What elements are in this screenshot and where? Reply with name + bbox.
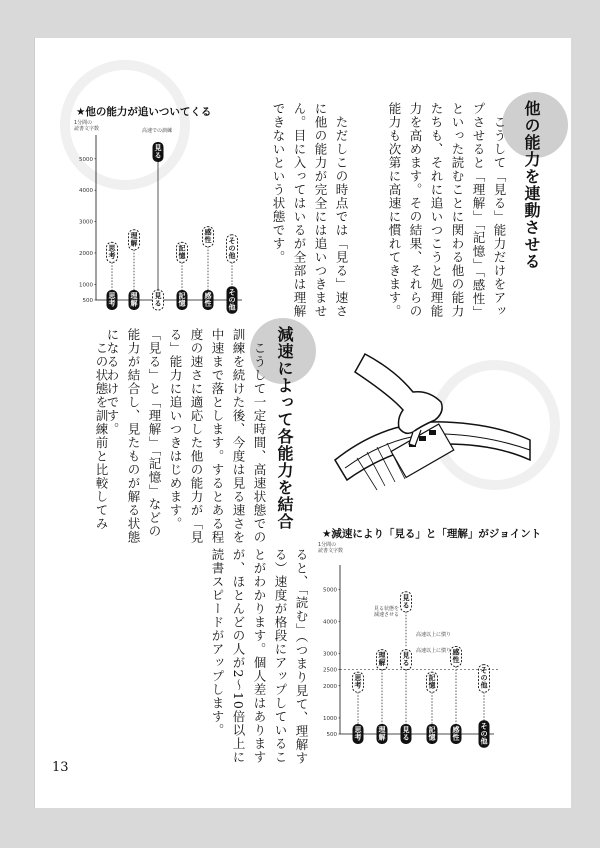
chart-base-pill-label-char: 考 [354, 733, 362, 742]
chart-top-pill-label-char: 思 [108, 244, 116, 253]
chart-base-pill-label [108, 291, 117, 308]
chart-top-pill-label [131, 232, 139, 248]
chart-top-pill-label-char: 性 [204, 236, 212, 245]
chart-base-pill-label-char: 理 [378, 726, 386, 734]
chart2-annotation: 高速以上に慣り [416, 648, 452, 654]
section1-paragraph: ただしこの時点では「見る」速さに他の能力が完全には追いつきません。目に入ってはいるが全部は理解できないという状態です。 [271, 102, 349, 318]
chart-base-pill-label-char: 記 [428, 726, 436, 734]
chart-base-pill-label-char: 考 [108, 299, 116, 308]
chart-tick-label: 1000 [79, 282, 93, 289]
chart-top-pill-label-char: 性 [452, 655, 460, 664]
chart-top-pill-label-char: 理 [130, 231, 138, 240]
chart-base-pill-label-char: 感 [204, 292, 212, 300]
chart-top-pill-label [229, 236, 236, 260]
chart-top-pill-label [379, 652, 387, 668]
chart-top-pill-label-char: 解 [378, 659, 386, 668]
chart1-title: ★他の能力が追いついてくる [76, 106, 212, 118]
chart-tick-label: 5000 [323, 587, 337, 594]
chart-top-pill-label-char: 記 [178, 244, 186, 253]
chart-top-pill-label-char: 見 [154, 143, 162, 152]
chart-tick-label: 5000 [79, 156, 93, 163]
chart-base-pill-label-char: 他 [228, 303, 236, 312]
chart-tick-label: 4000 [79, 188, 93, 195]
chart-top-pill-label-char: そ [480, 666, 488, 675]
chart2-high-pill-label-char: る [402, 601, 410, 610]
chart-tick-label: 500 [326, 732, 337, 738]
chart-top-pill-label-char: 解 [130, 239, 138, 248]
chart-top-pill-label-char: 記 [428, 674, 436, 683]
chart1-annotation: 高速での訓練 [142, 128, 173, 134]
section2-paragraph: こうして一定時間、高速状態での訓練を続けた後、今度は見る速さを中速まで落とします。するとある程度の速さに適応した他の能力が「見る」能力に追いつきはじめます。「見る」と「理解」「記憶」などの能力が結合し、見たものが解る状態になるわけです。 [105, 328, 267, 544]
chart-base-pill-label [155, 291, 162, 308]
chart-top-pill-label-char: 感 [452, 648, 460, 657]
chart-tick-label: 2500 [323, 667, 337, 674]
chart-base-pill-label [204, 291, 212, 308]
chart-top-pill-label-char: 考 [108, 251, 116, 260]
chart-top-pill-label [354, 673, 363, 690]
chart-tick-label: 3000 [79, 219, 93, 226]
chart2-high-pill-label-char: 見 [402, 593, 410, 602]
chart-ylabel: 1分間の [318, 542, 337, 548]
chart-base-pill-label-char: る [402, 733, 410, 742]
chart-base-pill-label-char: 憶 [428, 733, 436, 742]
chart-base-pill-label [403, 725, 410, 742]
chart1 [72, 118, 262, 318]
chart-ylabel: 読書文字数 [74, 126, 100, 132]
chart-base-pill-label-char: の [228, 295, 236, 304]
chart-top-pill-label [179, 243, 187, 260]
chart2 [316, 540, 516, 750]
chart-top-pill-label-char: 見 [402, 651, 410, 660]
chart-top-pill-label-char: 憶 [178, 251, 186, 260]
chart-base-pill-label-char: そ [228, 288, 236, 297]
chart-top-pill-label [155, 143, 162, 160]
chart-tick-label: 4000 [323, 619, 337, 626]
chart-tick-label: 500 [82, 298, 93, 304]
chart-tick-label: 1000 [323, 715, 337, 722]
chart-top-pill-label-char: 理 [378, 651, 386, 660]
chart2-annotation: 高速以上に慣り [416, 632, 452, 638]
chart2-annotation: 見る状態を [374, 606, 400, 612]
section1-paragraph: こうして「見る」能力だけをアップさせると「理解」「記憶」「感性」といった読むことに関わる他の能力たちも、それに追いつこうと処理能力を高めます。その結果、それらの能力も次第に高速に慣れてきます。 [387, 102, 507, 319]
chart-top-pill-label [204, 228, 212, 245]
chart-tick-label: 2000 [79, 250, 93, 257]
chart-top-pill-label [108, 243, 117, 260]
section2-heading: 減速によって各能力を結合 [275, 326, 294, 530]
chart-top-pill-label-char: の [480, 674, 488, 683]
chart-base-pill-label-char: の [480, 729, 488, 738]
chart-base-pill-label-char: 記 [178, 292, 186, 300]
chart-base-pill-label-char: 憶 [178, 299, 186, 308]
chart-ylabel: 読書文字数 [318, 548, 344, 554]
chart-base-pill-label [229, 287, 236, 311]
chart-base-pill-label-char: 他 [480, 737, 488, 746]
chart-top-pill-label-char: 憶 [428, 681, 436, 690]
chart-top-pill-label [452, 647, 460, 664]
section2-paragraph: この状態を訓練前と比較してみ [94, 328, 109, 531]
chart-tick-label: 3000 [323, 651, 337, 658]
chart-top-pill-label-char: 感 [204, 228, 212, 237]
chart-base-pill-label-char: 思 [354, 726, 362, 734]
chart-ylabel: 1分間の [74, 120, 93, 126]
chart-base-pill-label-char: 見 [154, 292, 162, 300]
chart-top-pill-label-char: 思 [354, 674, 362, 683]
chart-base-pill-label-char: 感 [452, 726, 460, 734]
chart-base-pill-label [429, 725, 437, 742]
chart-top-pill-label-char: 他 [228, 251, 236, 260]
chart-top-pill-label-char: る [402, 659, 410, 668]
section1-heading: 他の能力を連動させる [522, 100, 541, 270]
chart-base-pill-label-char: 性 [452, 733, 460, 742]
chart-base-pill-label-char: 解 [130, 299, 138, 308]
chart-base-pill-label [481, 721, 488, 745]
chart-top-pill-label-char: の [228, 244, 236, 253]
chart-base-pill-label-char: 理 [130, 292, 138, 300]
chart-base-pill-label-char: 解 [378, 733, 386, 742]
hand-illustration [325, 340, 535, 500]
chart2-annotation: 減速させる [374, 612, 400, 618]
chart-base-pill-label [379, 726, 387, 742]
chart-base-pill-label-char: 見 [402, 726, 410, 734]
chart-base-pill-label-char: そ [480, 722, 488, 731]
chart-base-pill-label-char: る [154, 299, 162, 308]
chart2-title: ★減速により「見る」と「理解」がジョイント [322, 528, 542, 540]
chart-top-pill-label-char: そ [228, 236, 236, 245]
chart-base-pill-label [179, 291, 187, 308]
chart-top-pill-label-char: 考 [354, 681, 362, 690]
chart-top-pill-label [481, 666, 488, 690]
chart-tick-label: 2000 [323, 683, 337, 690]
chart-top-pill-label-char: る [154, 151, 162, 160]
chart-top-pill-label [429, 673, 437, 690]
chart2-high-pill-label [403, 593, 410, 610]
page-number: 13 [52, 760, 69, 775]
chart-base-pill-label [131, 292, 139, 308]
chart-top-pill-label-char: 他 [480, 681, 488, 690]
chart-base-pill-label [452, 725, 460, 742]
chart-base-pill-label-char: 思 [108, 292, 116, 300]
section3-paragraph: ると、「読む」（つまり見て、理解する）速度が格段にアップしていることがわかります。個人差はありますが、ほとんどの人が2～10倍以上に読書スピードがアップします。 [210, 548, 309, 765]
chart-top-pill-label [403, 651, 410, 668]
chart-base-pill-label [354, 725, 363, 742]
chart-base-pill-label-char: 性 [204, 299, 212, 308]
